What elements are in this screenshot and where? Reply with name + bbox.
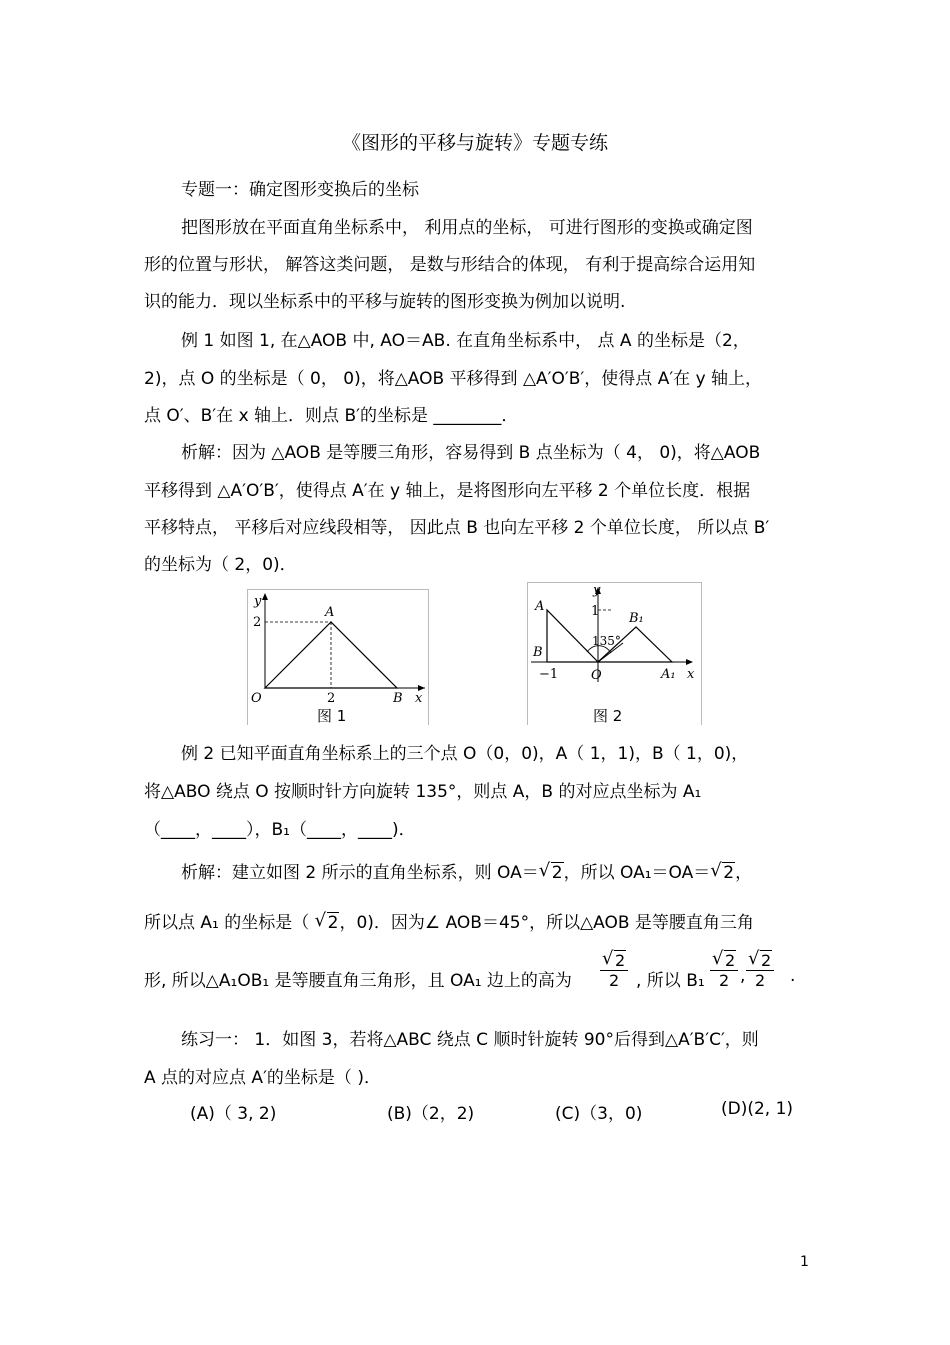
sqrt-expression: √ 2 — [315, 913, 340, 933]
example2-analysis-line-1: 析解：建立如图 2 所示的直角坐标系，则 OA＝√ 2，所以 OA₁＝OA＝√ 2， — [181, 858, 845, 883]
practice-line-2: A 点的对应点 A′的坐标是（ )． — [144, 1068, 381, 1088]
example2-line-3: （____，____），B₁（____，____)． — [144, 820, 416, 840]
page-number: 1 — [800, 1254, 809, 1270]
option-b: (B)（2，2) — [387, 1104, 475, 1124]
fig2-point-b1-label: B₁ — [629, 611, 644, 626]
option-c: (C)（3，0) — [555, 1104, 643, 1124]
fig1-y-tick: 2 — [253, 615, 262, 630]
fraction-sqrt2-over-2: √ $\frac{2}{2}$ — [746, 951, 774, 990]
fraction-sqrt2-over-2: √ $\frac{2}{2}$ — [710, 951, 738, 990]
example1-line-1: 例 1 如图 1, 在△AOB 中, AO＝AB. 在直角坐标系中， 点 A 的坐标是（2， — [181, 331, 750, 351]
option-a: (A)（ 3, 2) — [190, 1104, 277, 1124]
sqrt-expression: √ 2 — [710, 863, 735, 883]
fig1-point-b-label: B — [393, 691, 403, 706]
figure-2 — [527, 582, 702, 725]
example1-analysis-line-3: 平移特点， 平移后对应线段相等， 因此点 B 也向左平移 2 个单位长度， 所以点 B′ — [144, 518, 770, 538]
example2-analysis-line-3-text: 形, 所以△A₁OB₁ 是等腰直角三角形，且 OA₁ 边上的高为 — [144, 971, 572, 991]
example1-line-2: 2)，点 O 的坐标是（ 0， 0)，将△AOB 平移得到 △A′O′B′，使得点 A′在 y 轴上， — [144, 369, 763, 389]
example1-line-3: 点 O′、B′在 x 轴上．则点 B′的坐标是 ________． — [144, 406, 519, 426]
fig2-caption: 图 2 — [593, 707, 623, 725]
fig2-y-tick: 1 — [591, 604, 600, 619]
fig2-point-a1-label: A₁ — [661, 667, 676, 682]
page-title: 《图形的平移与旋转》专题专练 — [341, 132, 608, 154]
example1-analysis-line-2: 平移得到 △A′O′B′，使得点 A′在 y 轴上，是将图形向左平移 2 个单位长度．根据 — [144, 481, 751, 501]
fig2-point-a-label: A — [535, 599, 545, 614]
option-d: (D)(2, 1) — [721, 1099, 794, 1119]
sqrt-expression: √ 2 — [539, 863, 564, 883]
fig1-x-axis-label: x — [415, 691, 423, 706]
fig2-origin-label: O — [591, 668, 602, 683]
fig1-caption: 图 1 — [317, 707, 347, 725]
fig2-x-axis-label: x — [687, 667, 695, 682]
fig2-y-axis-label: y — [593, 583, 601, 598]
comma: , — [740, 966, 746, 986]
fig2-point-b-label: B — [533, 645, 543, 660]
intro-line-1: 把图形放在平面直角坐标系中， 利用点的坐标， 可进行图形的变换或确定图 — [181, 218, 753, 238]
example1-analysis-line-1: 析解：因为 △AOB 是等腰三角形，容易得到 B 点坐标为（ 4， 0)，将△AOB — [181, 443, 761, 463]
example2-line-2: 将△ABO 绕点 O 按顺时针方向旋转 135°，则点 A，B 的对应点坐标为 A₁ — [144, 782, 702, 802]
fig2-x-tick: −1 — [539, 667, 559, 682]
intro-line-3: 识的能力．现以坐标系中的平移与旋转的图形变换为例加以说明. — [144, 292, 626, 312]
practice-line-1: 练习一： 1．如图 3，若将△ABC 绕点 C 顺时针旋转 90°后得到△A′B′C′，则 — [181, 1030, 759, 1050]
fig1-point-a-label: A — [325, 605, 335, 620]
fig1-origin-label: O — [251, 691, 262, 706]
example2-analysis-so-b1: , 所以 B₁ — [636, 971, 705, 991]
section-heading: 专题一：确定图形变换后的坐标 — [181, 180, 419, 200]
fraction-sqrt2-over-2: √ $\frac{2}{2}$ — [600, 951, 628, 990]
fig1-x-tick: 2 — [327, 691, 336, 706]
fig1-y-axis-label: y — [254, 594, 262, 609]
example1-analysis-line-4: 的坐标为（ 2，0)． — [144, 555, 297, 575]
period: . — [790, 966, 796, 986]
example2-analysis-line-2: 所以点 A₁ 的坐标是（ √ 2，0)．因为∠ AOB＝45°，所以△AOB 是等腰直角三角 — [144, 908, 808, 933]
example2-line-1: 例 2 已知平面直角坐标系上的三个点 O（0，0)，A（ 1，1)，B（ 1，0)， — [181, 744, 749, 764]
fig2-angle-label: 135° — [592, 634, 621, 648]
figure-1 — [247, 589, 429, 725]
intro-line-2: 形的位置与形状， 解答这类问题， 是数与形结合的体现， 有利于提高综合运用知 — [144, 255, 756, 275]
